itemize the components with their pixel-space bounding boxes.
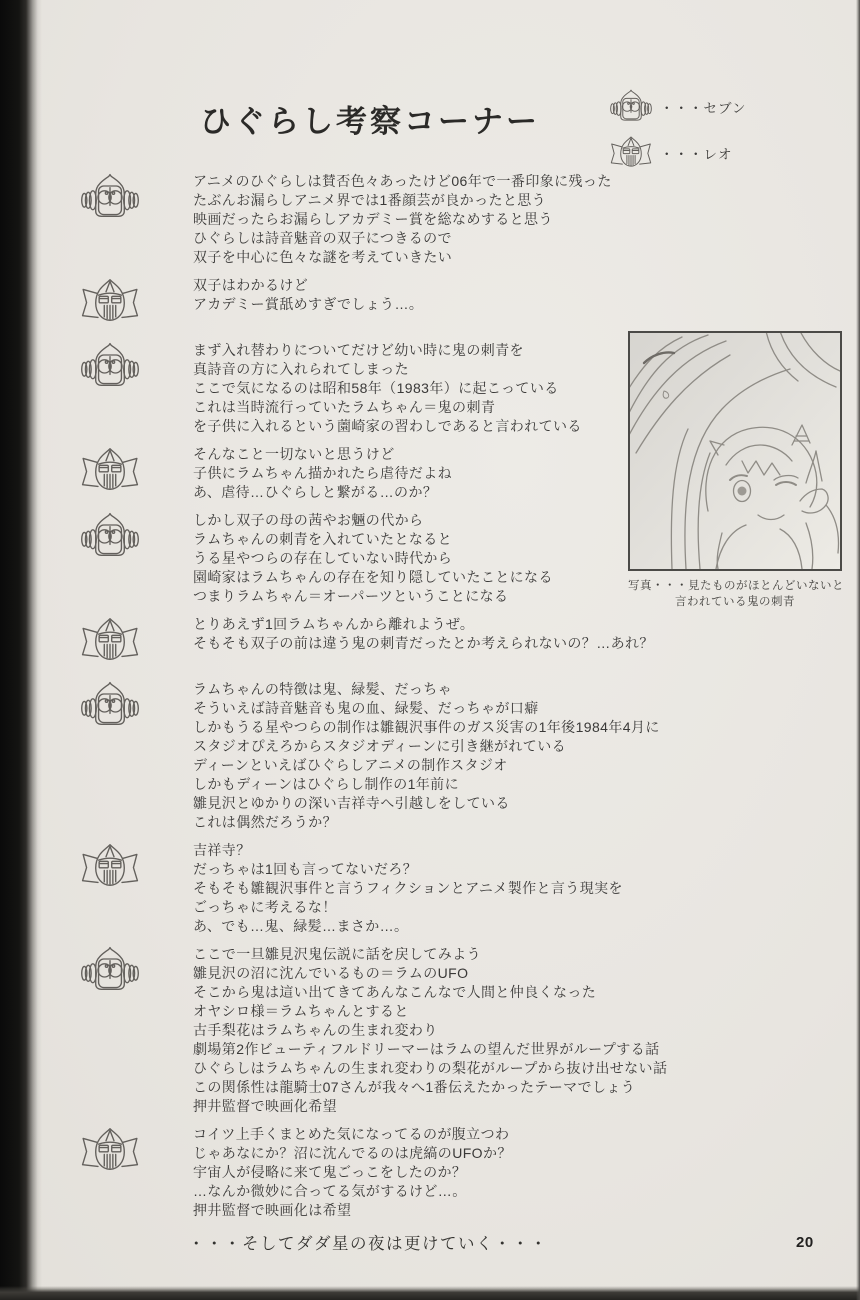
speech-line: 雛見沢の沼に沈んでいるもの＝ラムのUFO (193, 965, 469, 981)
speech-line: …なんか微妙に合ってる気がするけど…。 (193, 1183, 467, 1199)
speech-line: 押井監督で映画化は希望 (193, 1202, 352, 1218)
legend-row-leo (608, 130, 746, 176)
speech-line: 園崎家はラムちゃんの存在を知り隠していたことになる (193, 569, 553, 585)
speech-text (193, 841, 623, 936)
speech-line: この関係性は龍騎士07さんが我々へ1番伝えたかったテーマでしょう (193, 1079, 636, 1095)
speech-line: 雛見沢とゆかりの深い吉祥寺へ引越しをしている (193, 795, 510, 811)
speech-text (193, 276, 423, 332)
speech-block (70, 680, 730, 832)
scan-edge-right (856, 0, 860, 1300)
speech-line: 双子はわかるけど (193, 277, 309, 293)
speech-block (70, 172, 730, 267)
ultraseven-face-icon (608, 87, 654, 127)
speech-text (193, 511, 553, 606)
speech-line: 劇場第2作ビューティフルドリーマーはラムの望んだ世界がループする話 (193, 1041, 660, 1057)
speech-block (70, 841, 730, 936)
ultraman-leo-face-icon (70, 1125, 193, 1220)
speech-line: そんなこと一切ないと思うけど (193, 446, 395, 462)
speech-line: あ、虐待…ひぐらしと繋がる…のか？ (193, 484, 438, 500)
speech-block (70, 1125, 730, 1220)
speech-text (193, 680, 660, 832)
speech-line: を子供に入れるという薗崎家の習わしであると言われている (193, 418, 582, 434)
speech-line: 双子を中心に色々な謎を考えていきたい (193, 249, 453, 265)
legend-row-seven (608, 84, 746, 130)
closing-line: ・・・そしてダダ星の夜は更けていく・・・ (188, 1235, 548, 1253)
speech-line: ラムちゃんの刺青を入れていたとなると (193, 531, 453, 547)
speech-line: ラムちゃんの特徴は鬼、緑髪、だっちゃ (193, 681, 453, 697)
speech-line: ひぐらしはラムちゃんの生まれ変わりの梨花がループから抜け出せない話 (193, 1060, 668, 1076)
speech-line: つまりラムちゃん＝オーパーツということになる (193, 588, 509, 604)
speech-line: そもそも双子の前は違う鬼の刺青だったとか考えられないの？…あれ？ (193, 635, 654, 651)
speech-text (193, 945, 667, 1116)
speech-block (70, 945, 730, 1116)
speech-line: これは偶然だろうか？ (193, 814, 337, 830)
figure-caption-line-2: 言われている鬼の刺青 (675, 596, 795, 608)
ultraseven-face-icon (70, 172, 193, 267)
speech-line: 子供にラムちゃん描かれたら虐待だよね (193, 465, 453, 481)
speech-line: しかもディーンはひぐらし制作の1年前に (193, 776, 459, 792)
page-number: 20 (796, 1234, 814, 1251)
speech-line: ディーンといえばひぐらしアニメの制作スタジオ (193, 757, 508, 773)
speech-line: 古手梨花はラムちゃんの生まれ変わり (193, 1022, 438, 1038)
speech-line: そういえば詩音魅音も鬼の血、緑髪、だっちゃが口癖 (193, 700, 539, 716)
speech-line: だっちゃは1回も言ってないだろ？ (193, 861, 418, 877)
speech-line: これは当時流行っていたラムちゃん＝鬼の刺青 (193, 399, 496, 415)
speech-line: そこから鬼は這い出てきてあんなこんなで人間と仲良くなった (193, 984, 597, 1000)
speech-line: しかもうる星やつらの制作は雛観沢事件のガス災害の1年後1984年4月に (193, 719, 660, 735)
ultraman-leo-face-icon (608, 133, 654, 173)
speech-line: ここで気になるのは昭和58年（1983年）に起こっている (193, 380, 559, 396)
speech-line: 宇宙人が侵略に来て鬼ごっこをしたのか？ (193, 1164, 467, 1180)
speech-line: ここで一旦雛見沢鬼伝説に話を戻してみよう (193, 946, 481, 962)
scan-edge-left (0, 0, 42, 1300)
speech-block (70, 276, 730, 332)
speech-line: 映画だったらお漏らしアカデミー賞を総なめすると思う (193, 211, 553, 227)
oni-tattoo-illustration (628, 331, 842, 571)
speech-line: ごっちゃに考えるな！ (193, 899, 337, 915)
legend-label-seven: ・・・セブン (660, 101, 747, 116)
speech-text (193, 341, 582, 436)
figure-caption (628, 578, 842, 610)
ultraseven-face-icon (70, 680, 193, 832)
sketch-drawing-icon (630, 333, 840, 569)
speech-line: まず入れ替わりについてだけど幼い時に鬼の刺青を (193, 342, 524, 358)
speaker-legend (608, 84, 746, 176)
scan-edge-bottom (0, 1286, 860, 1300)
speech-block (70, 615, 730, 671)
speech-line: そもそも雛観沢事件と言うフィクションとアニメ製作と言う現実を (193, 880, 623, 896)
ultraman-leo-face-icon (70, 445, 193, 502)
page-title: ひぐらし考察コーナー (200, 104, 540, 139)
speech-line: アニメのひぐらしは賛否色々あったけど06年で一番印象に残った (193, 173, 612, 189)
ultraseven-face-icon (70, 511, 193, 606)
speech-line: アカデミー賞舐めすぎでしょう…。 (193, 296, 424, 312)
ultraman-leo-face-icon (70, 615, 193, 671)
speech-line: 押井監督で映画化希望 (193, 1098, 337, 1114)
speech-text (193, 1125, 512, 1220)
speech-line: ひぐらしは詩音魅音の双子につきるので (193, 230, 452, 246)
speech-line: 真詩音の方に入れられてしまった (193, 361, 409, 377)
speech-text (193, 445, 452, 502)
speech-line: オヤシロ様＝ラムちゃんとすると (193, 1003, 409, 1019)
speech-line: スタジオぴえろからスタジオディーンに引き継がれている (193, 738, 566, 754)
ultraman-leo-face-icon (70, 841, 193, 936)
speech-text (193, 172, 612, 267)
speech-line: コイツ上手くまとめた気になってるのが腹立つわ (193, 1126, 510, 1142)
ultraseven-face-icon (70, 945, 193, 1116)
speech-line: しかし双子の母の茜やお魎の代から (193, 512, 424, 528)
speech-line: うる星やつらの存在していない時代から (193, 550, 453, 566)
legend-label-leo: ・・・レオ (660, 147, 733, 162)
speech-text (193, 615, 654, 671)
tattoo-photo-figure (628, 331, 842, 610)
speech-line: たぶんお漏らしアニメ界では1番顔芸が良かったと思う (193, 192, 547, 208)
ultraseven-face-icon (70, 341, 193, 436)
ultraman-leo-face-icon (70, 276, 193, 332)
speech-line: 吉祥寺？ (193, 842, 251, 858)
speech-line: じゃあなにか？沼に沈んでるのは虎縞のUFOか？ (193, 1145, 512, 1161)
speech-line: とりあえず1回ラムちゃんから離れようぜ。 (193, 616, 475, 632)
figure-caption-line-1: 写真・・・見たものがほとんどいないと (628, 580, 844, 592)
speech-line: あ、でも…鬼、緑髪…まさか…。 (193, 918, 409, 934)
